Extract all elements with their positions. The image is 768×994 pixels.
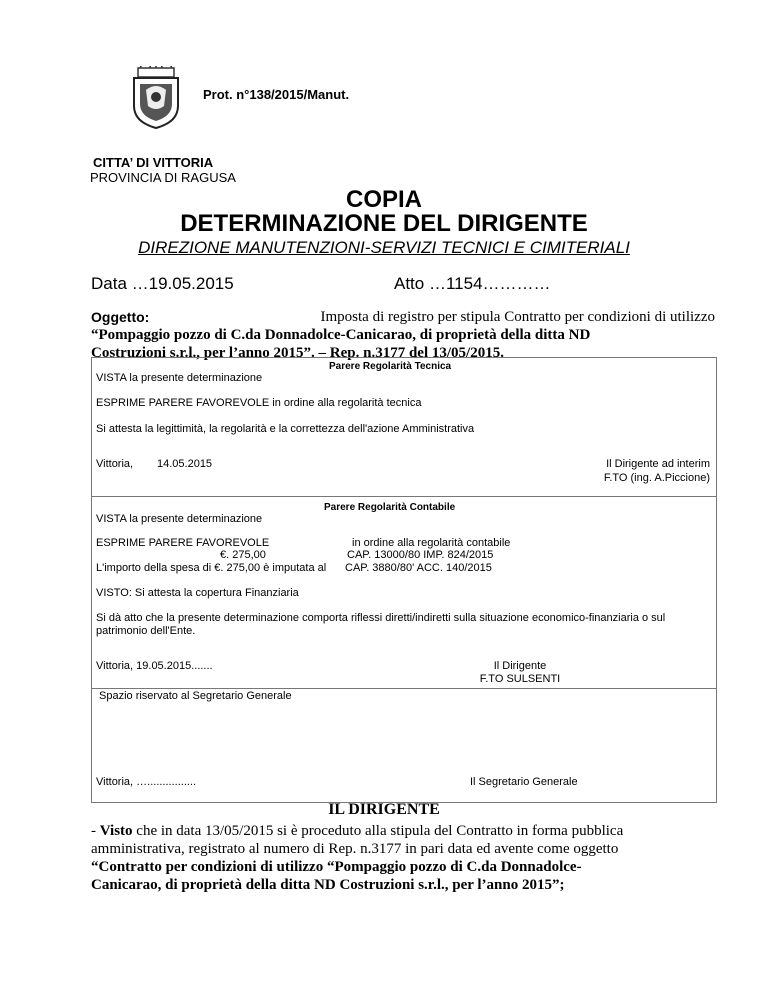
- technical-signer-role: Il Dirigente ad interim: [606, 458, 710, 470]
- accounting-signer-name: F.TO SULSENTI: [479, 673, 561, 685]
- accounting-riflessi-1: Si dà atto che la presente determinazione comporta riflessi diretti/indiretti sulla situazione economico-finanziaria o sul: [96, 612, 666, 624]
- province-name: PROVINCIA DI RAGUSA: [90, 170, 236, 185]
- accounting-cap-1: CAP. 13000/80 IMP. 824/2015: [347, 549, 494, 561]
- body-text: [91, 822, 715, 894]
- accounting-parere: ESPRIME PARERE FAVOREVOLE: [96, 537, 270, 549]
- separator-2: [91, 688, 716, 689]
- body-line-1-rest: che in data 13/05/2015 si è proceduto alla stipula del Contratto in forma pubblica: [132, 823, 624, 839]
- subject-line-2: “Pompaggio pozzo di C.da Donnadolce-Canicarao, di proprietà della ditta ND: [91, 327, 591, 343]
- body-line-1: [91, 822, 715, 840]
- direction-title: DIREZIONE MANUTENZIONI-SERVIZI TECNICI E CIMITERIALI: [138, 238, 630, 257]
- accounting-cap-2: CAP. 3880/80' ACC. 140/2015: [345, 562, 492, 574]
- technical-heading: Parere Regolarità Tecnica: [329, 361, 452, 372]
- accounting-order: in ordine alla regolarità contabile: [352, 537, 511, 549]
- accounting-riflessi-2: patrimonio dell'Ente.: [96, 625, 196, 637]
- visto-prefix: -: [91, 823, 100, 839]
- accounting-visto: VISTO: Si attesta la copertura Finanziaria: [96, 587, 299, 599]
- technical-date: 14.05.2015: [157, 458, 213, 470]
- secretary-signer: Il Segretario Generale: [470, 776, 578, 788]
- separator-1: [91, 496, 716, 497]
- coat-of-arms-logo: [130, 66, 182, 130]
- subject-line-1-text: Imposta di registro per stipula Contratto per condizioni di utilizzo: [320, 309, 715, 325]
- act-number: Atto …1154…………: [394, 274, 551, 293]
- technical-attesta: Si attesta la legittimità, la regolarità e la correttezza dell'azione Amministrativa: [96, 423, 475, 435]
- technical-place: Vittoria,: [96, 458, 134, 470]
- body-line-3: “Contratto per condizioni di utilizzo “Pompaggio pozzo di C.da Donnadolce-: [91, 859, 582, 875]
- technical-parere: ESPRIME PARERE FAVOREVOLE in ordine alla regolarità tecnica: [96, 397, 422, 409]
- accounting-signer-role: Il Dirigente: [493, 660, 547, 672]
- document-title: DETERMINAZIONE DEL DIRIGENTE: [180, 210, 588, 237]
- copy-title: COPIA: [345, 186, 422, 213]
- subject-label: Oggetto:: [91, 309, 150, 325]
- subject-line-1: [91, 308, 715, 326]
- document-date: Data …19.05.2015: [91, 274, 234, 293]
- accounting-place-date: Vittoria, 19.05.2015.......: [96, 660, 213, 672]
- technical-signer-name: F.TO (ing. A.Piccione): [603, 472, 710, 484]
- secretary-heading: Spazio riservato al Segretario Generale: [99, 690, 292, 702]
- secretary-place: Vittoria, …................: [96, 776, 197, 788]
- city-name: CITTA’ DI VITTORIA: [93, 155, 214, 170]
- subject-line-3: Costruzioni s.r.l., per l’anno 2015”. – Rep. n.3177 del 13/05/2015.: [91, 345, 504, 361]
- body-line-2: amministrativa, registrato al numero di Rep. n.3177 in pari data ed avente come oggetto: [91, 841, 619, 857]
- section-heading: IL DIRIGENTE: [328, 801, 440, 818]
- subject-block: [91, 308, 715, 362]
- accounting-spesa: L'importo della spesa di €. 275,00 è imputata al: [96, 562, 327, 574]
- visto-word: Visto: [99, 823, 133, 839]
- protocol-number: Prot. n°138/2015/Manut.: [203, 87, 350, 102]
- accounting-amount: €. 275,00: [220, 549, 266, 561]
- accounting-vista: VISTA la presente determinazione: [96, 513, 263, 525]
- technical-vista: VISTA la presente determinazione: [96, 372, 263, 384]
- accounting-heading: Parere Regolarità Contabile: [324, 502, 456, 513]
- body-line-4: Canicarao, di proprietà della ditta ND Costruzioni s.r.l., per l’anno 2015”;: [91, 877, 565, 893]
